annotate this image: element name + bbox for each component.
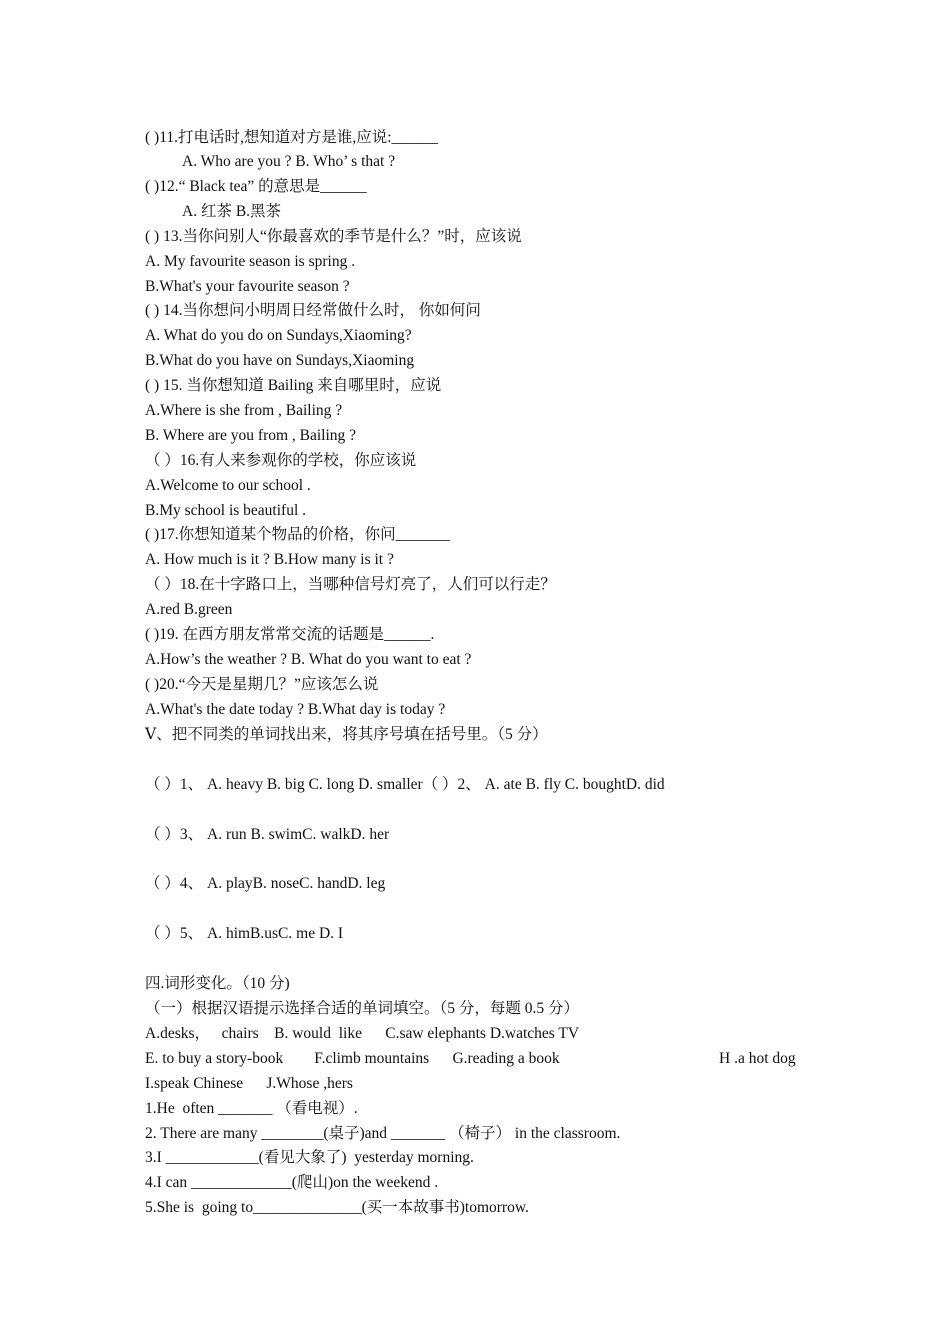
fill-blank-2: 2. There are many ________(桌子)and _______ （椅子） in the classroom. bbox=[145, 1125, 621, 1142]
question-14-option-a: A. What do you do on Sundays,Xiaoming? bbox=[145, 327, 412, 344]
fill-blank-5: 5.She is going to______________(买一本故事书)tomorrow. bbox=[145, 1199, 529, 1216]
question-16-option-a: A.Welcome to our school . bbox=[145, 477, 311, 494]
question-13: ( ) 13.当你问别人“你最喜欢的季节是什么？”时，应该说 bbox=[145, 228, 522, 245]
odd-one-out-4: （ ）4、 A. playB. noseC. handD. leg bbox=[145, 875, 386, 892]
section-4-heading: 四.词形变化。（10 分) bbox=[145, 975, 290, 992]
question-18-options: A.red B.green bbox=[145, 601, 233, 618]
word-bank-row-2: E. to buy a story-book F.climb mountains G.reading a book bbox=[145, 1050, 560, 1067]
question-16: （ ）16.有人来参观你的学校，你应该说 bbox=[145, 452, 417, 469]
question-20-options: A.What's the date today ? B.What day is today ? bbox=[145, 701, 446, 718]
question-15-option-b: B. Where are you from , Bailing ? bbox=[145, 427, 357, 444]
question-15: ( ) 15. 当你想知道 Bailing 来自哪里时，应说 bbox=[145, 377, 442, 394]
odd-one-out-1-2: （ ）1、 A. heavy B. big C. long D. smaller（ ）2、 A. ate B. fly C. boughtD. did bbox=[145, 776, 665, 793]
question-16-option-b: B.My school is beautiful . bbox=[145, 502, 307, 519]
word-bank-row-3: I.speak Chinese J.Whose ,hers bbox=[145, 1075, 353, 1092]
question-18: （ ）18.在十字路口上，当哪种信号灯亮了，人们可以行走？ bbox=[145, 576, 556, 593]
question-17: ( )17.你想知道某个物品的价格，你问_______ bbox=[145, 526, 450, 543]
question-17-options: A. How much is it ? B.How many is it ? bbox=[145, 551, 394, 568]
odd-one-out-5: （ ）5、 A. himB.usC. me D. I bbox=[145, 925, 344, 942]
section-5-heading: Ⅴ、把不同类的单词找出来，将其序号填在括号里。（5 分） bbox=[145, 726, 548, 743]
question-19-options: A.How’s the weather ? B. What do you want to eat ? bbox=[145, 651, 472, 668]
fill-blank-4: 4.I can _____________(爬山)on the weekend . bbox=[145, 1174, 439, 1191]
word-bank-option-h: H .a hot dog bbox=[719, 1050, 796, 1067]
fill-blank-1: 1.He often _______ （看电视）. bbox=[145, 1100, 358, 1117]
subsection-1-instructions: （一）根据汉语提示选择合适的单词填空。（5 分，每题 0.5 分） bbox=[145, 1000, 580, 1017]
question-13-option-a: A. My favourite season is spring . bbox=[145, 253, 356, 270]
word-bank-row-1: A.desks， chairs B. would like C.saw elephants D.watches TV bbox=[145, 1025, 580, 1042]
question-11: ( )11.打电话时,想知道对方是谁,应说:______ bbox=[145, 129, 439, 146]
odd-one-out-3: （ ）3、 A. run B. swimC. walkD. her bbox=[145, 826, 390, 843]
question-14-option-b: B.What do you have on Sundays,Xiaoming bbox=[145, 352, 415, 369]
question-12-options: A. 红茶 B.黑茶 bbox=[182, 203, 282, 220]
fill-blank-3: 3.I ____________(看见大象了) yesterday morning. bbox=[145, 1149, 474, 1166]
question-19: ( )19. 在西方朋友常常交流的话题是______. bbox=[145, 626, 435, 643]
question-13-option-b: B.What's your favourite season ? bbox=[145, 278, 350, 295]
question-12: ( )12.“ Black tea” 的意思是______ bbox=[145, 178, 367, 195]
question-20: ( )20.“今天是星期几？”应该怎么说 bbox=[145, 676, 379, 693]
question-15-option-a: A.Where is she from , Bailing ? bbox=[145, 402, 343, 419]
question-14: ( ) 14.当你想问小明周日经常做什么时， 你如何问 bbox=[145, 302, 481, 319]
question-11-options: A. Who are you ? B. Who’ s that ? bbox=[182, 153, 396, 170]
